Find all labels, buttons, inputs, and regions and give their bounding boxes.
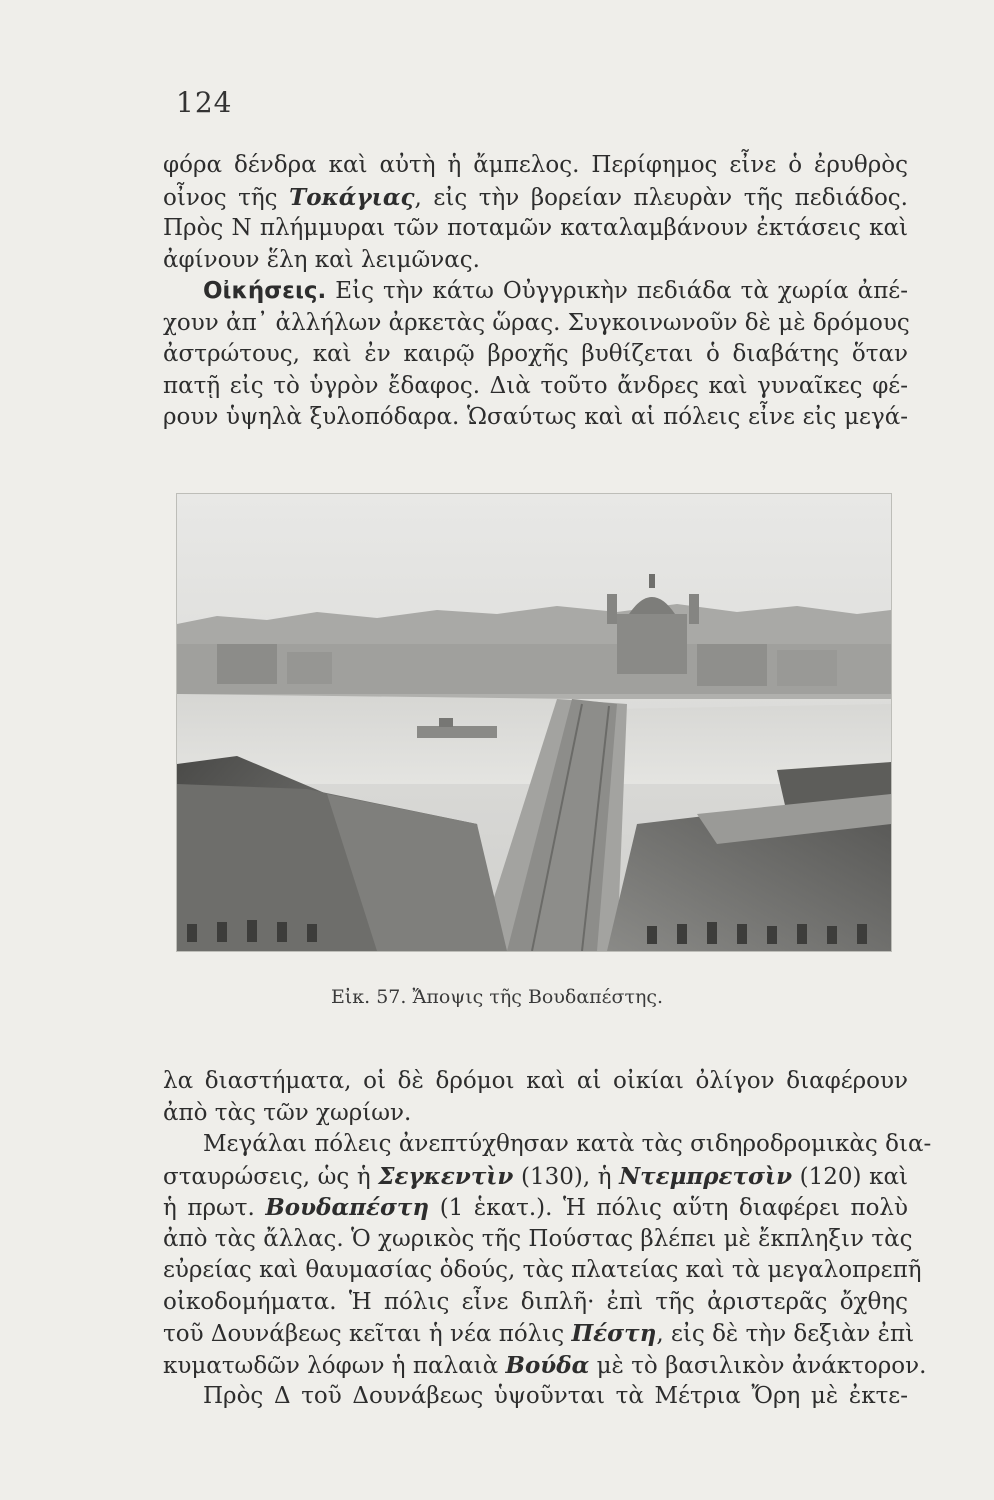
text-line: ἀπὸ τὰς ἄλλας. Ὁ χωρικὸς τῆς Πούστας βλέπει μὲ ἔκπληξιν τὰς: [163, 1225, 913, 1252]
text-line: ἀφίνουν ἕλη καὶ λειμῶνας.: [163, 246, 480, 273]
text-line: ἡ πρωτ. Βουδαπέστη (1 ἑκατ.). Ἡ πόλις αὕτη διαφέρει πολὺ: [163, 1194, 908, 1221]
text-line: τοῦ Δουνάβεως κεῖται ἡ νέα πόλις Πέστη, εἰς δὲ τὴν δεξιὰν ἐπὶ: [163, 1320, 915, 1347]
text-line: Πρὸς Δ τοῦ Δουνάβεως ὑψοῦνται τὰ Μέτρια Ὄρη μὲ ἐκτε-: [203, 1383, 908, 1409]
place-name: Σεγκεντὶν: [378, 1162, 514, 1190]
text-line: πατῇ εἰς τὸ ὑγρὸν ἔδαφος. Διὰ τοῦτο ἄνδρες καὶ γυναῖκες φέ-: [163, 372, 908, 399]
place-name: Ντεμπρετσὶν: [619, 1162, 793, 1190]
text-line: σταυρώσεις, ὡς ἡ Σεγκεντὶν (130), ἡ Ντεμπρετσὶν (120) καὶ: [163, 1162, 908, 1190]
text-line: Πρὸς Ν πλήμμυραι τῶν ποταμῶν καταλαμβάνουν ἐκτάσεις καὶ: [163, 215, 908, 241]
text-block-top: [163, 150, 908, 434]
section-heading: Οἰκήσεις.: [203, 278, 327, 304]
text-line: εὐρείας καὶ θαυμασίας ὁδούς, τὰς πλατείας καὶ τὰ μεγαλοπρεπῆ: [163, 1257, 922, 1283]
text-line: Οἰκήσεις. Εἰς τὴν κάτω Οὐγγρικὴν πεδιάδα τὰ χωρία ἀπέ-: [203, 278, 908, 304]
text-line: φόρα δένδρα καὶ αὐτὴ ἡ ἄμπελος. Περίφημος εἶνε ὁ ἐρυθρὸς: [163, 152, 908, 178]
page-number: 124: [176, 86, 233, 119]
text-line: οἶνος τῆς Τοκάγιας, εἰς τὴν βορείαν πλευρὰν τῆς πεδιάδος.: [163, 183, 908, 211]
text-line: ἀστρώτους, καὶ ἐν καιρῷ βροχῆς βυθίζεται ὁ διαβάτης ὅταν: [163, 341, 908, 367]
place-name: Βουδαπέστη: [265, 1194, 430, 1221]
text-block-bottom: [163, 1066, 932, 1413]
place-name: Πέστη: [571, 1320, 657, 1347]
text-line: λα διαστήματα, οἱ δὲ δρόμοι καὶ αἱ οἰκίαι ὀλίγον διαφέρουν: [163, 1068, 908, 1094]
place-name: Βούδα: [505, 1351, 590, 1379]
text-line: ρουν ὑψηλὰ ξυλοπόδαρα. Ὡσαύτως καὶ αἱ πόλεις εἶνε εἰς μεγά-: [163, 404, 908, 430]
text-line: κυματωδῶν λόφων ἡ παλαιὰ Βούδα μὲ τὸ βασιλικὸν ἀνάκτορον.: [163, 1351, 927, 1379]
place-name: Τοκάγιας: [289, 183, 415, 211]
figure-caption: Εἰκ. 57. Ἄποψις τῆς Βουδαπέστης.: [330, 986, 664, 1008]
text-line: Μεγάλαι πόλεις ἀνεπτύχθησαν κατὰ τὰς σιδηροδρομικὰς δια-: [203, 1131, 932, 1157]
budapest-photo: [176, 493, 892, 952]
text-line: οἰκοδομήματα. Ἡ πόλις εἶνε διπλῆ· ἐπὶ τῆς ἀριστερᾶς ὄχθης: [163, 1288, 908, 1315]
photo-illustration: [177, 494, 891, 951]
text-line: χουν ἀπ᾿ ἀλλήλων ἀρκετὰς ὥρας. Συγκοινωνοῦν δὲ μὲ δρόμους: [163, 309, 910, 336]
text-line: ἀπὸ τὰς τῶν χωρίων.: [163, 1099, 412, 1126]
